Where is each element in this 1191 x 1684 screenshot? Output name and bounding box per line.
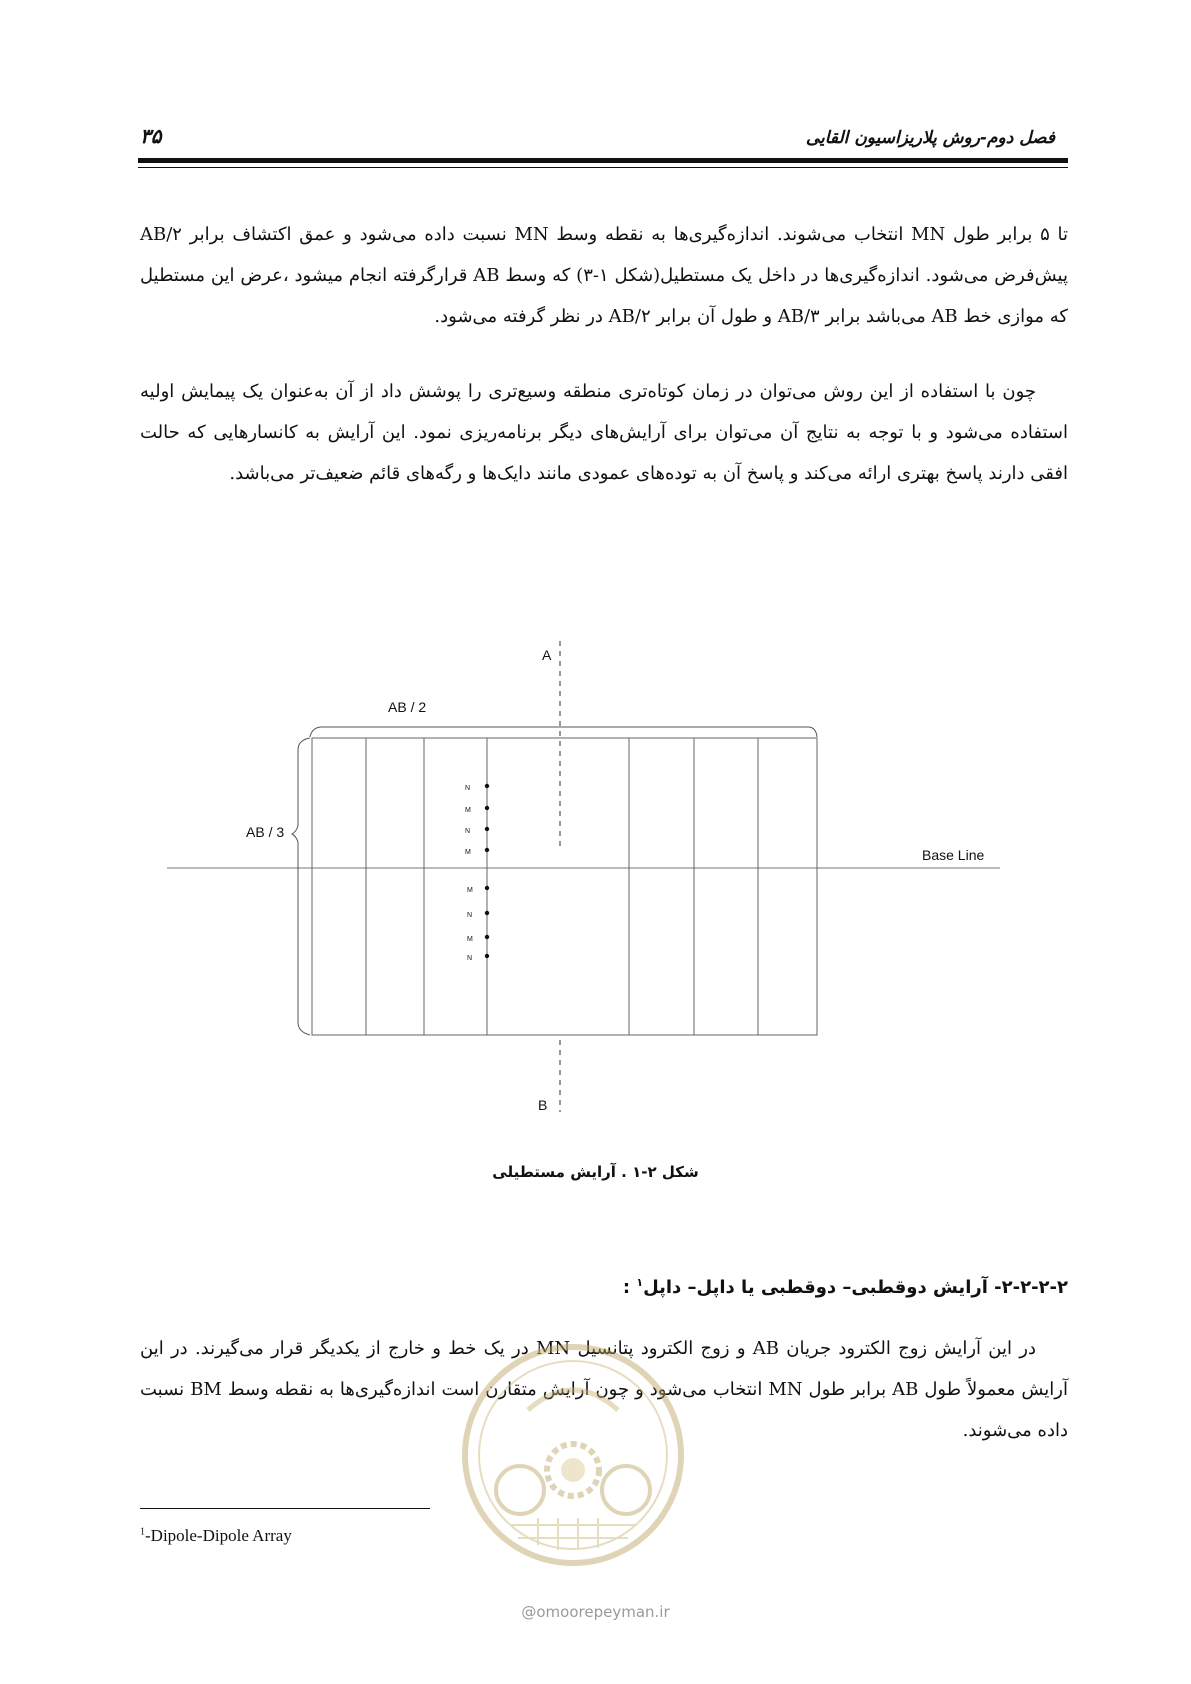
electrode-dot — [485, 784, 489, 788]
electrode-label: N — [467, 912, 473, 919]
measurement-rectangle — [312, 738, 817, 1035]
watermark-seal-logo — [458, 1340, 688, 1570]
page-number: ۳۵ — [140, 124, 162, 148]
electrode-label: N — [465, 828, 471, 835]
electrode-dot — [485, 806, 489, 810]
electrode-label: N — [467, 955, 473, 962]
electrode-label: N — [465, 785, 471, 792]
electrode-dot — [485, 827, 489, 831]
label-b: B — [538, 1097, 548, 1113]
electrode-dot — [485, 911, 489, 915]
section-heading — [623, 1276, 1068, 1298]
footnote-reference: ۱ — [636, 1276, 644, 1289]
label-a: A — [542, 647, 552, 663]
electrode-label: M — [465, 807, 471, 814]
running-header-title: فصل دوم-روش پلاریزاسیون القایی — [805, 128, 1055, 148]
footnote-rule — [140, 1508, 430, 1509]
figure-caption: شکل ۲-۱ . آرایش مستطیلی — [492, 1163, 699, 1181]
paragraph-1: تا ۵ برابر طول MN انتخاب می‌شوند. اندازه‌گیری‌ها به نقطه وسط MN نسبت داده می‌شود و عمق اکتشاف برابر AB/۲ پیش‌فرض می‌شود. اندازه‌گیری‌ها در داخل یک مستطیل(شکل ۱-۳) که وسط AB قرارگرفته انجام میشود ،عرض این مستطیل که موازی خط AB می‌باشد برابر AB/۳ و طول آن برابر AB/۲ در نظر گرفته می‌شود. — [140, 224, 1068, 327]
electrode-dot — [485, 848, 489, 852]
header-rule-thick — [138, 158, 1068, 163]
label-ab3: AB / 3 — [246, 824, 285, 840]
electrode-dot — [485, 954, 489, 958]
lower-electrode-group — [467, 886, 489, 962]
footnote-marker: 1 — [140, 1526, 145, 1538]
paragraph-3: در این آرایش زوج الکترود جریان AB و زوج الکترود پتانسیل MN در یک خط و خارج از یکدیگر قرار می‌گیرند. در این آرایش معمولاً طول AB برابر طول MN انتخاب می‌شود و چون آرایش متقارن است اندازه‌گیری‌ها به نقطه وسط BM نسبت داده می‌شوند. — [140, 1338, 1068, 1441]
label-ab2: AB / 2 — [388, 699, 427, 715]
label-base-line: Base Line — [922, 847, 985, 863]
ab2-bracket — [310, 727, 817, 737]
electrode-label: M — [465, 849, 471, 856]
section-heading-colon: : — [622, 1277, 637, 1298]
paragraph-2: چون با استفاده از این روش می‌توان در زمان کوتاه‌تری منطقه وسیع‌تری را پوشش داد از آن به‌عنوان یک پیمایش اولیه استفاده می‌شود و با توجه به نتایج آن می‌توان برای آرایش‌های دیگر برنامه‌ریزی نمود. این آرایش به کانسارهایی که حالت افقی دارند پاسخ بهتری ارائه می‌کند و پاسخ آن به توده‌های عمودی مانند دایک‌ها و رگه‌های قائم ضعیف‌تر می‌باشد. — [140, 381, 1068, 484]
electrode-dot — [485, 886, 489, 890]
footnote — [140, 1526, 292, 1546]
electrode-dot — [485, 935, 489, 939]
section-heading-text: ۲-۲-۲-۲- آرایش دوقطبی– دوقطبی یا داپل– داپل — [643, 1277, 1068, 1298]
header-rule-thin — [138, 167, 1068, 168]
grid-lines — [366, 738, 758, 1035]
ab3-bracket — [292, 738, 310, 1035]
upper-electrode-group — [465, 784, 489, 856]
electrode-label: M — [467, 887, 473, 894]
electrode-label: M — [467, 936, 473, 943]
watermark-site: @omoorepeyman.ir — [521, 1603, 670, 1621]
footnote-text: -Dipole-Dipole Array — [145, 1526, 292, 1545]
